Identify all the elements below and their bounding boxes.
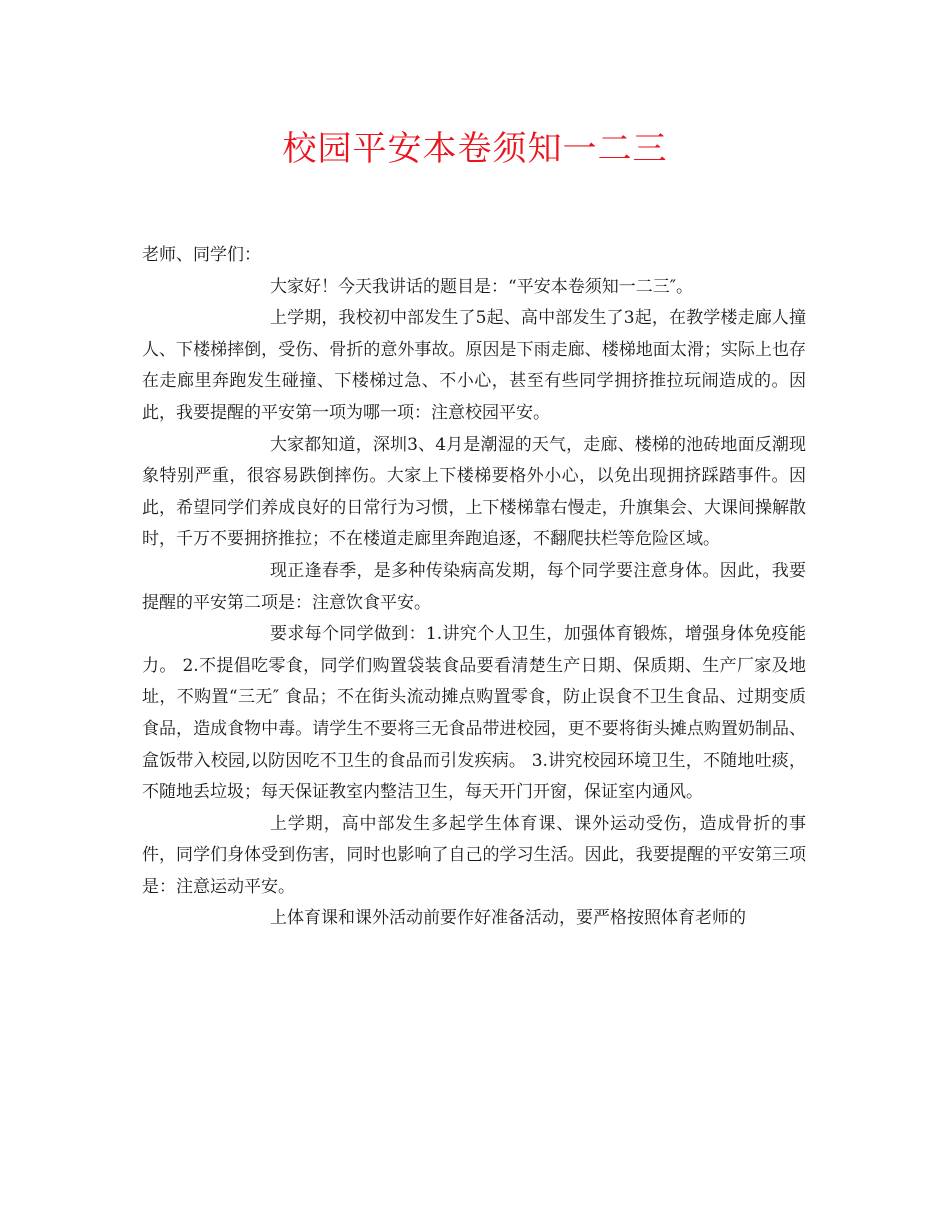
document-body [142,240,806,935]
document-title: 校园平安本卷须知一二三 [282,129,668,169]
paragraph-spring-health: 现正逢春季，是多种传染病高发期，每个同学要注意身体。因此，我要提醒的平安第二项是：注意饮食平安。 [142,560,806,613]
paragraph-stairs-safety: 大家都知道，深圳3、4月是潮湿的天气，走廊、楼梯的池砖地面反潮现象特别严重，很容易跌倒摔伤。大家上下楼梯要格外小心，以免出现拥挤踩踏事件。因此，希望同学们养成良好的日常行为习惯，上下楼梯靠右慢走，升旗集会、大课间操解散时，千万不要拥挤推拉；不在楼道走廊里奔跑追逐，不翻爬扶栏等危险区域。 [142,434,806,550]
paragraph-greeting: 大家好！今天我讲话的题目是：“平安本卷须知一二三″。 [270,276,694,297]
paragraph-food-safety-rules: 要求每个同学做到：1.讲究个人卫生，加强体育锻炼，增强身体免疫能力。 2.不提倡吃零食，同学们购置袋装食品要看清楚生产日期、保质期、生产厂家及地址，不购置“三无″ 食品；不在街头流动摊点购置零食，防止误食不卫生食品、过期变质食品，造成食物中毒。请学生不要将三无食品带进校园，更不要将街头摊点购置奶制品、盒饭带入校园,以防因吃不卫生的食品而引发疾病。 3.讲究校园环境卫生，不随地吐痰，不随地丢垃圾；每天保证教室内整洁卫生，每天开门开窗，保证室内通风。 [142,624,806,803]
paragraph-accident-report: 上学期，我校初中部发生了5起、高中部发生了3起，在教学楼走廊人撞人、下楼梯摔倒，受伤、骨折的意外事故。原因是下雨走廊、楼梯地面太滑；实际上也存在走廊里奔跑发生碰撞、下楼梯过急、不小心，甚至有些同学拥挤推拉玩闹造成的。因此，我要提醒的平安第一项为哪一项：注意校园平安。 [142,308,806,423]
paragraph-sports-injuries: 上学期，高中部发生多起学生体育课、课外运动受伤，造成骨折的事件，同学们身体受到伤害，同时也影响了自己的学习生活。因此，我要提醒的平安第三项是：注意运动平安。 [142,813,806,897]
paragraph-pe-preparation: 上体育课和课外活动前要作好准备活动，要严格按照体育老师的 [270,908,746,929]
salutation: 老师、同学们： [142,245,261,265]
